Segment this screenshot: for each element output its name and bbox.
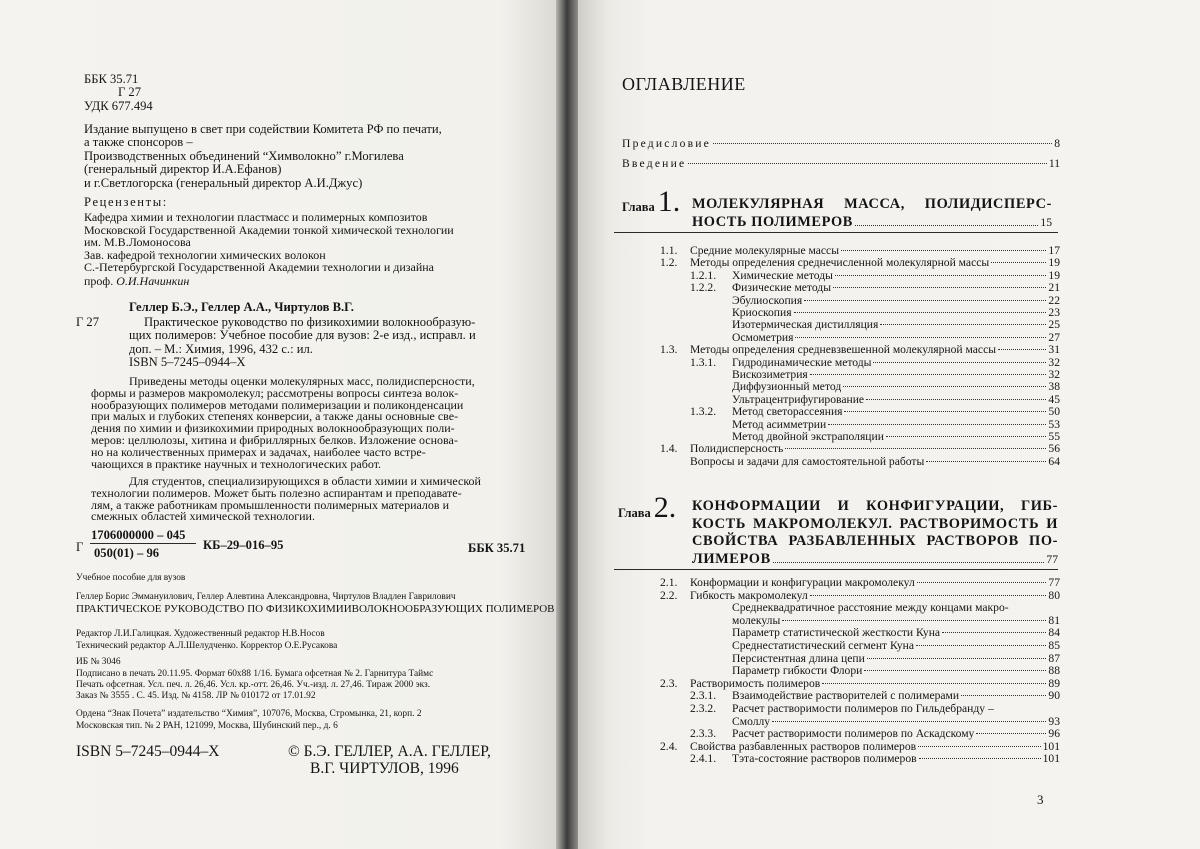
- entry-title: Метод двойной экстраполяции: [732, 430, 884, 443]
- entry-title: Свойства разбавленных растворов полимеров: [690, 739, 917, 753]
- dot-leader: [833, 287, 1046, 288]
- imprint-type: Учебное пособие для вузов: [76, 573, 186, 583]
- reviewer-line: С.-Петербургской Государственной Академии технологии и дизайна: [84, 260, 435, 275]
- formula-numerator: 1706000000 – 045: [91, 528, 186, 542]
- entry-number: 1.1.: [660, 244, 678, 257]
- entry-page: 85: [1048, 639, 1060, 652]
- entry-number: 2.3.: [660, 676, 678, 690]
- chapter-title-line: [692, 516, 1058, 534]
- imprint-editors: Редактор Л.И.Галицкая. Художественный редактор Н.В.Носов: [76, 629, 325, 639]
- reviewers-list: [84, 211, 454, 274]
- abstract: [91, 376, 475, 470]
- support-line: Издание выпущено в свет при содействии Комитета РФ по печати,: [84, 122, 442, 136]
- toc-intro-item: [622, 157, 1060, 171]
- entry-page: 38: [1048, 380, 1060, 394]
- entry-page: 11: [1048, 157, 1060, 170]
- dot-leader: [810, 595, 1047, 596]
- dot-leader: [841, 250, 1046, 251]
- entry-page: 55: [1048, 430, 1060, 443]
- entry-page: 22: [1048, 293, 1060, 307]
- entry-title: Тэта-состояние растворов полимеров: [732, 752, 917, 766]
- entry-page: 93: [1048, 714, 1060, 728]
- entry-title: Вопросы и задачи для самостоятельной работы: [690, 454, 925, 468]
- entry-page: 50: [1048, 405, 1060, 419]
- abstract-line: при малых и глубоких степенях конверсии, а также даны основные све-: [91, 409, 459, 424]
- bibliographic-description: [129, 316, 476, 370]
- imprint-authors: Геллер Борис Эммануилович, Геллер Алевтина Александровна, Чиртулов Владлен Гаврилович: [76, 592, 456, 602]
- entry-title: Диффузионный метод: [732, 380, 842, 394]
- entry-page: 23: [1048, 306, 1060, 319]
- entry-title: Взаимодействие растворителей с полимерами: [732, 689, 960, 703]
- dot-leader: [926, 461, 1046, 462]
- dot-leader: [918, 746, 1040, 747]
- entry-page: 101: [1042, 739, 1060, 753]
- chapter-2-number: 2.: [653, 491, 677, 524]
- bib-line: ISBN 5–7245–0944–Х: [129, 355, 246, 370]
- entry-title: Криоскопия: [732, 306, 792, 319]
- formula-fraction-line: [90, 543, 196, 544]
- support-line: (генеральный директор И.А.Ефанов): [84, 162, 282, 177]
- entry-page: 32: [1048, 368, 1060, 381]
- card-index: Г 27: [76, 315, 100, 329]
- formula-prefix: Г: [76, 540, 84, 554]
- reviewer-professor: проф. О.И.Начинкин: [84, 274, 190, 288]
- entry-title: Методы определения средневзвешенной молекулярной массы: [690, 343, 997, 357]
- dot-leader: [855, 225, 1038, 226]
- reviewer-line: Московской Государственной Академии тонкой химической технологии: [84, 222, 454, 237]
- dot-leader: [866, 399, 1046, 400]
- entry-page: 25: [1048, 318, 1060, 332]
- chapter-1-word: Глава: [622, 200, 655, 214]
- entry-title: Расчет растворимости полимеров по Аскадскому: [732, 727, 975, 741]
- print-line: Печать офсетная. Усл. печ. л. 26,46. Усл. кр.-отт. 26,46. Уч.-изд. л. 27,46. Тираж 2000 экз.: [76, 680, 431, 691]
- dot-leader: [916, 645, 1046, 646]
- abstract-line: меров: целлюлозы, хитина и фибриллярных белков. Изложение основа-: [91, 432, 458, 447]
- entry-page: 81: [1048, 613, 1060, 627]
- audience-line: Для студентов, специализирующихся в области химии и химической: [129, 474, 481, 488]
- audience-line: смежных областей химической технологии.: [91, 509, 315, 524]
- page-number: 3: [1037, 792, 1044, 807]
- toc-entry: [690, 752, 1060, 766]
- entry-number: 1.2.1.: [690, 268, 717, 282]
- print-line: Заказ № 3555 . С. 45. Изд. № 4158. ЛР № 010172 от 17.01.92: [76, 691, 316, 702]
- dot-leader: [880, 324, 1046, 325]
- entry-title: Введение: [622, 157, 687, 170]
- entry-page: 96: [1048, 727, 1060, 741]
- bib-line: доп. – М.: Химия, 1996, 432 с.: ил.: [129, 341, 313, 356]
- entry-title: Параметр статистической жесткости Куна: [732, 626, 941, 640]
- chapter-2-word: Глава: [618, 506, 651, 520]
- formula-code: КБ–29–016–95: [203, 538, 284, 552]
- chapter-page: 15: [1040, 215, 1052, 229]
- abstract-line: нообразующих полимеров методами полимеризации и поликонденсации: [91, 397, 464, 412]
- entry-page: 27: [1048, 330, 1060, 344]
- left-page: [0, 0, 556, 849]
- entry-title: Среднестатистический сегмент Куна: [732, 639, 914, 652]
- entry-title: Метод асимметрии: [732, 417, 827, 431]
- dot-leader: [864, 670, 1046, 671]
- entry-number: 1.2.: [660, 256, 678, 270]
- bib-line: щих полимеров: Учебное пособие для вузов: 2-е изд., исправл. и: [129, 328, 476, 343]
- entry-title: Средние молекулярные массы: [690, 244, 839, 257]
- dot-leader: [688, 163, 1046, 164]
- entry-page: 53: [1048, 417, 1060, 431]
- reviewer-line: им. М.В.Ломоносова: [84, 235, 191, 250]
- dot-leader: [998, 349, 1046, 350]
- entry-number: 1.3.2.: [690, 405, 717, 419]
- dot-leader: [873, 362, 1046, 363]
- chapter-2-rule: [614, 569, 1058, 570]
- entry-page: 89: [1048, 676, 1060, 690]
- entry-page: 45: [1048, 392, 1060, 406]
- entry-title: Гидродинамические методы: [732, 355, 872, 369]
- dot-leader: [782, 620, 1046, 621]
- book-gutter: [556, 0, 578, 849]
- chapter-2-title: [692, 498, 1058, 568]
- entry-number: 1.3.: [660, 343, 678, 357]
- imprint-title: [76, 604, 555, 616]
- entry-number: 2.4.1.: [690, 752, 717, 766]
- abstract-line: формы и размеров макромолекул; рассмотрены вопросы синтеза волок-: [91, 385, 459, 400]
- support-line: и г.Светлогорска (генеральный директор А.И.Джус): [84, 175, 363, 190]
- chapter-title-text: НОСТЬ ПОЛИМЕРОВ: [692, 213, 853, 230]
- entry-number: 2.4.: [660, 739, 678, 753]
- entry-page: 19: [1048, 268, 1060, 282]
- abstract-line: Приведены методы оценки молекулярных масс, полидисперсности,: [129, 374, 475, 388]
- imprint-printer: Московская тип. № 2 РАН, 121099, Москва, Шубинский пер., д. 6: [76, 721, 338, 731]
- entry-number: 2.3.3.: [690, 727, 717, 741]
- entry-page: 32: [1048, 355, 1060, 369]
- entry-title: Гибкость макромолекул: [690, 588, 808, 602]
- entry-number: 1.4.: [660, 442, 678, 456]
- entry-page: 31: [1048, 343, 1060, 357]
- entry-page: 17: [1048, 244, 1060, 257]
- toc-title: ОГЛАВЛЕНИЕ: [622, 74, 746, 94]
- dot-leader: [976, 733, 1046, 734]
- chapter-1-rule: [614, 232, 1058, 233]
- entry-title: Расчет растворимости полимеров по Гильдебранду –: [732, 702, 994, 715]
- dot-leader: [844, 411, 1046, 412]
- entry-title: Предисловие: [622, 137, 712, 150]
- entry-number: 2.1.: [660, 576, 678, 589]
- chapter-1-heading: [622, 185, 681, 218]
- toc-entry: [690, 455, 1060, 469]
- imprint-title-line: ВОЛОКНООБРАЗУЮЩИХ ПОЛИМЕРОВ: [351, 603, 555, 615]
- entry-title: Осмометрия: [732, 330, 794, 344]
- entry-number: 2.3.1.: [690, 689, 717, 703]
- entry-page: 84: [1048, 626, 1060, 640]
- imprint-title-line: ПРАКТИЧЕСКОЕ РУКОВОДСТВО ПО ФИЗИКОХИМИИ: [76, 603, 352, 615]
- dot-leader: [867, 658, 1047, 659]
- copyright-line-1: © Б.Э. ГЕЛЛЕР, А.А. ГЕЛЛЕР,: [288, 743, 491, 760]
- dot-leader: [961, 695, 1046, 696]
- support-line: а также спонсоров –: [84, 135, 193, 150]
- entry-title: Методы определения среднечисленной молекулярной массы: [690, 256, 990, 270]
- dot-leader: [810, 374, 1047, 375]
- entry-title: Вискозиметрия: [732, 368, 808, 381]
- dot-leader: [886, 436, 1046, 437]
- audience-note: [91, 476, 481, 523]
- dot-leader: [772, 721, 1046, 722]
- dot-leader: [773, 562, 1045, 563]
- chapter-2-heading: [618, 491, 677, 524]
- chapter-page: 77: [1046, 552, 1058, 566]
- entry-page: 8: [1054, 137, 1060, 150]
- dot-leader: [713, 143, 1052, 144]
- abstract-line: но на количественных примерах и задачах, наиболее часто встре-: [91, 444, 426, 459]
- entry-title: Растворимость полимеров: [690, 676, 821, 690]
- support-statement: [84, 123, 442, 190]
- entry-page: 64: [1048, 454, 1060, 468]
- chapter-title-line: [692, 214, 1052, 232]
- entry-title: Ультрацентрифугирование: [732, 392, 865, 406]
- dot-leader: [795, 337, 1046, 338]
- entry-title: Среднеквадратичное расстояние между концами макро-: [732, 601, 1009, 615]
- chapter-title-text: КОСТЬ МАКРОМОЛЕКУЛ. РАСТВОРИМОСТЬ И: [692, 515, 1058, 532]
- entry-number: 2.3.2.: [690, 702, 717, 715]
- entry-title: Изотермическая дистилляция: [732, 318, 879, 332]
- entry-title: молекулы: [732, 613, 781, 627]
- entry-title: Эбулиоскопия: [732, 293, 803, 307]
- audience-line: технологии полимеров. Может быть полезно аспирантам и преподавате-: [91, 485, 462, 500]
- authors-heading: Геллер Б.Э., Геллер А.А., Чиртулов В.Г.: [129, 300, 354, 314]
- reviewer-line: Кафедра химии и технологии пластмасс и полимерных композитов: [84, 210, 428, 224]
- chapter-title-text: ЛИМЕРОВ: [692, 550, 771, 567]
- dot-leader: [804, 300, 1046, 301]
- entry-title: Персистентная длина цепи: [732, 651, 865, 665]
- print-line: Подписано в печать 20.11.95. Формат 60х88 1/16. Бумага офсетная № 2. Гарнитура Таймс: [76, 669, 434, 679]
- bib-line: Практическое руководство по физикохимии волокнообразую-: [144, 315, 476, 329]
- entry-number: 2.2.: [660, 588, 678, 602]
- chapter-title-line: [692, 498, 1058, 516]
- formula-denominator: 050(01) – 96: [94, 546, 160, 560]
- entry-page: 101: [1042, 752, 1060, 766]
- reviewer-name: О.И.Начинкин: [116, 274, 190, 288]
- copyright-line-2: В.Г. ЧИРТУЛОВ, 1996: [310, 760, 459, 777]
- entry-page: 87: [1048, 651, 1060, 665]
- dot-leader: [835, 275, 1046, 276]
- entry-title: Смоллу: [732, 714, 771, 728]
- dot-leader: [828, 424, 1046, 425]
- entry-page: 88: [1048, 664, 1060, 678]
- abstract-line: дения по химии и физикохимии природных волокнообразующих поли-: [91, 421, 455, 436]
- entry-page: 77: [1048, 576, 1060, 589]
- entry-title: Химические методы: [732, 268, 833, 282]
- chapter-title-text: СВОЙСТВА РАЗБАВЛЕННЫХ РАСТВОРОВ ПО-: [692, 533, 1058, 549]
- chapter-title-text: МОЛЕКУЛЯРНАЯ МАССА, ПОЛИДИСПЕРС-: [692, 196, 1052, 212]
- chapter-title-text: КОНФОРМАЦИИ И КОНФИГУРАЦИИ, ГИБ-: [692, 498, 1058, 514]
- entry-title: Метод светорассеяния: [732, 405, 843, 419]
- dot-leader: [785, 448, 1046, 449]
- chapter-title-line: [692, 551, 1058, 569]
- toc-intro-item: [622, 137, 1060, 151]
- entry-number: 1.3.1.: [690, 355, 717, 369]
- chapter-title-line: [692, 533, 1058, 551]
- dot-leader: [917, 582, 1047, 583]
- chapter-1-number: 1.: [657, 185, 681, 218]
- support-line: Производственных объединений “Химволокно” г.Могилева: [84, 148, 404, 163]
- entry-title: Физические методы: [732, 281, 831, 295]
- entry-number: 1.2.2.: [690, 281, 717, 295]
- entry-page: 19: [1048, 256, 1060, 270]
- reviewer-line: Зав. кафедрой технологии химических волокон: [84, 247, 326, 262]
- entry-page: 21: [1048, 281, 1060, 295]
- entry-page: 80: [1048, 588, 1060, 602]
- dot-leader: [991, 262, 1046, 263]
- imprint-tech: Технический редактор А.Л.Шелудченко. Корректор О.Е.Русакова: [76, 641, 338, 651]
- dot-leader: [794, 312, 1047, 313]
- imprint-publisher: Ордена “Знак Почета” издательство “Химия”, 107076, Москва, Стромынка, 21, корп. 2: [76, 709, 422, 719]
- entry-title: Полидисперсность: [690, 442, 784, 456]
- dot-leader: [942, 632, 1046, 633]
- entry-page: 56: [1048, 442, 1060, 456]
- chapter-title-line: [692, 196, 1052, 214]
- dot-leader: [843, 386, 1046, 387]
- reviewers-label: Рецензенты:: [84, 195, 168, 209]
- bbk-code: ББК 35.71 Г 27 УДК 677.494: [84, 72, 153, 113]
- entry-title: Конформации и конфигурации макромолекул: [690, 576, 915, 589]
- imprint-ib: ИБ № 3046: [76, 657, 121, 667]
- abstract-line: чающихся в практике научных и технологических работ.: [91, 456, 382, 471]
- chapter-1-title: [692, 196, 1052, 231]
- entry-title: Параметр гибкости Флори: [732, 664, 863, 678]
- audience-line: лям, а также работникам промышленности полимерных материалов и: [91, 497, 450, 512]
- imprint-print-data: [76, 669, 433, 703]
- right-page: [578, 0, 1200, 849]
- formula-bbk: ББК 35.71: [468, 541, 526, 555]
- dot-leader: [919, 758, 1041, 759]
- isbn-bottom: ISBN 5–7245–0944–Х: [76, 743, 220, 760]
- entry-page: 90: [1048, 689, 1060, 703]
- dot-leader: [822, 683, 1046, 684]
